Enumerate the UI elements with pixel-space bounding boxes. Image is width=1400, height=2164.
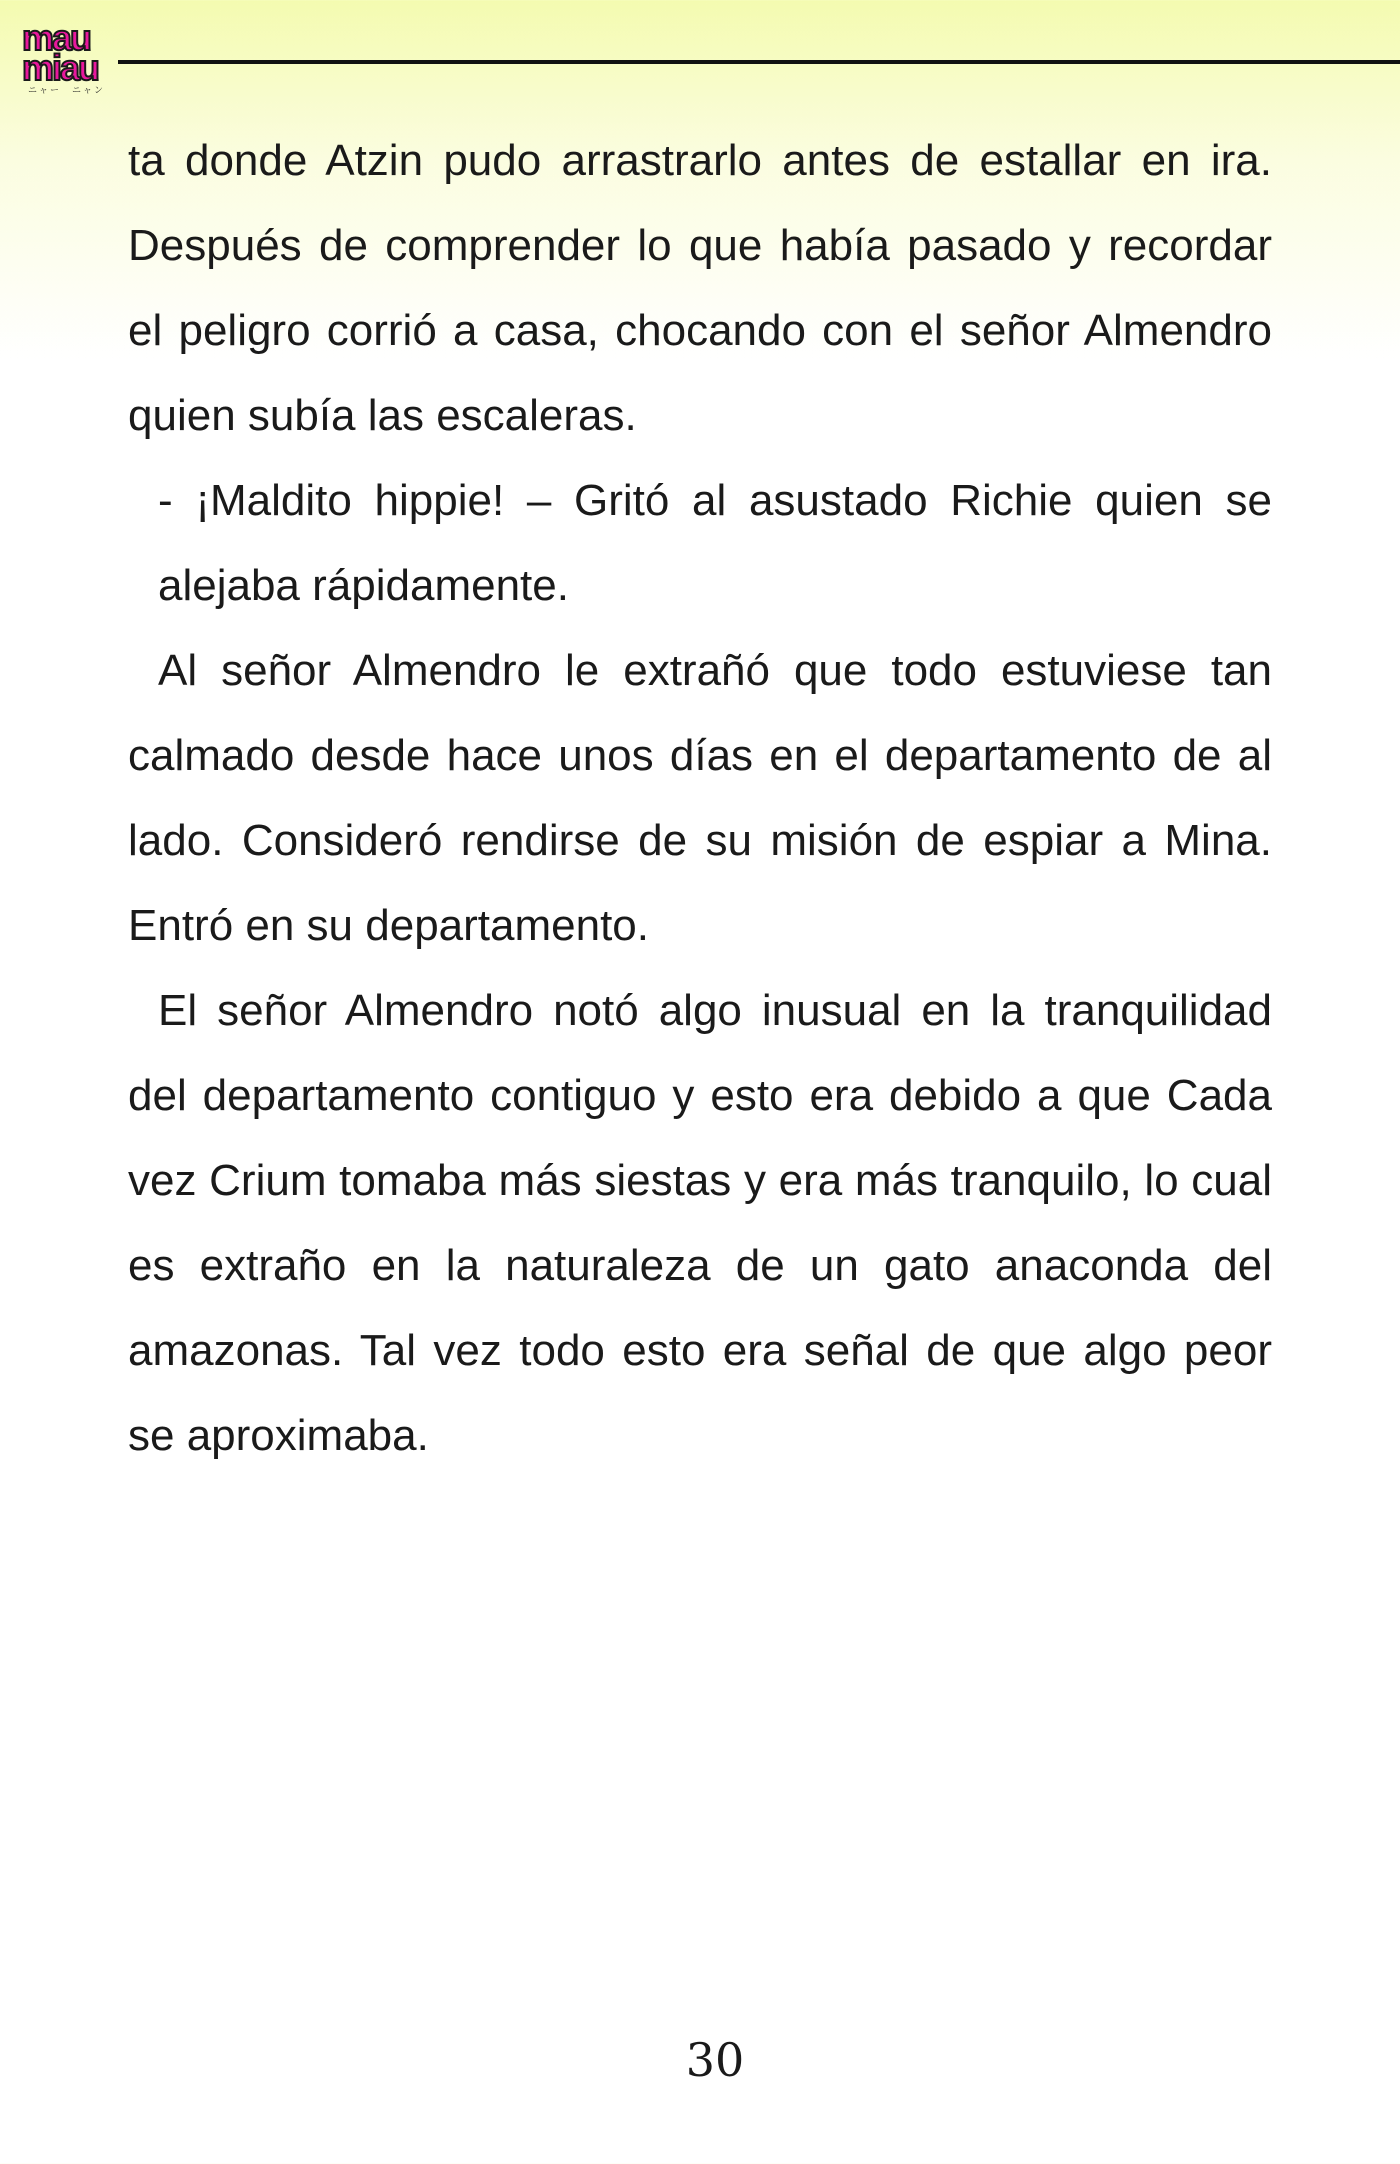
paragraph-continuation: ta donde Atzin pudo arrastrarlo antes de estallar en ira. Después de comprender lo que había pasado y recordar el peligro corrió a casa, chocando con el señor Almendro quien subía las escaleras. <box>128 136 1272 440</box>
page-number: 30 <box>685 2033 745 2087</box>
paragraph-almendro-calm: Al señor Almendro le extrañó que todo estuviese tan calmado desde hace unos días en el departamento de al lado. Consideró rendirse de su misión de espiar a Mina. Entró en su departamento. <box>128 646 1272 950</box>
logo-word-top: mau <box>22 17 91 58</box>
publisher-logo <box>22 17 132 100</box>
logo-subtitle: ニャー ニャン <box>28 86 106 96</box>
header-rule <box>118 60 1400 64</box>
paragraph-dialogue: - ¡Maldito hippie! – Gritó al asustado Richie quien se alejaba rápidamente. <box>158 476 1272 610</box>
logo-word-bottom: miau <box>22 47 99 88</box>
paragraph-almendro-notice: El señor Almendro notó algo inusual en la tranquilidad del departamento contiguo y esto era debido a que Cada vez Crium tomaba más siestas y era más tranquilo, lo cual es extraño en la naturaleza de un gato anaconda del amazonas. Tal vez todo esto era señal de que algo peor se aproximaba. <box>128 986 1272 1460</box>
body-text <box>128 118 1272 1478</box>
